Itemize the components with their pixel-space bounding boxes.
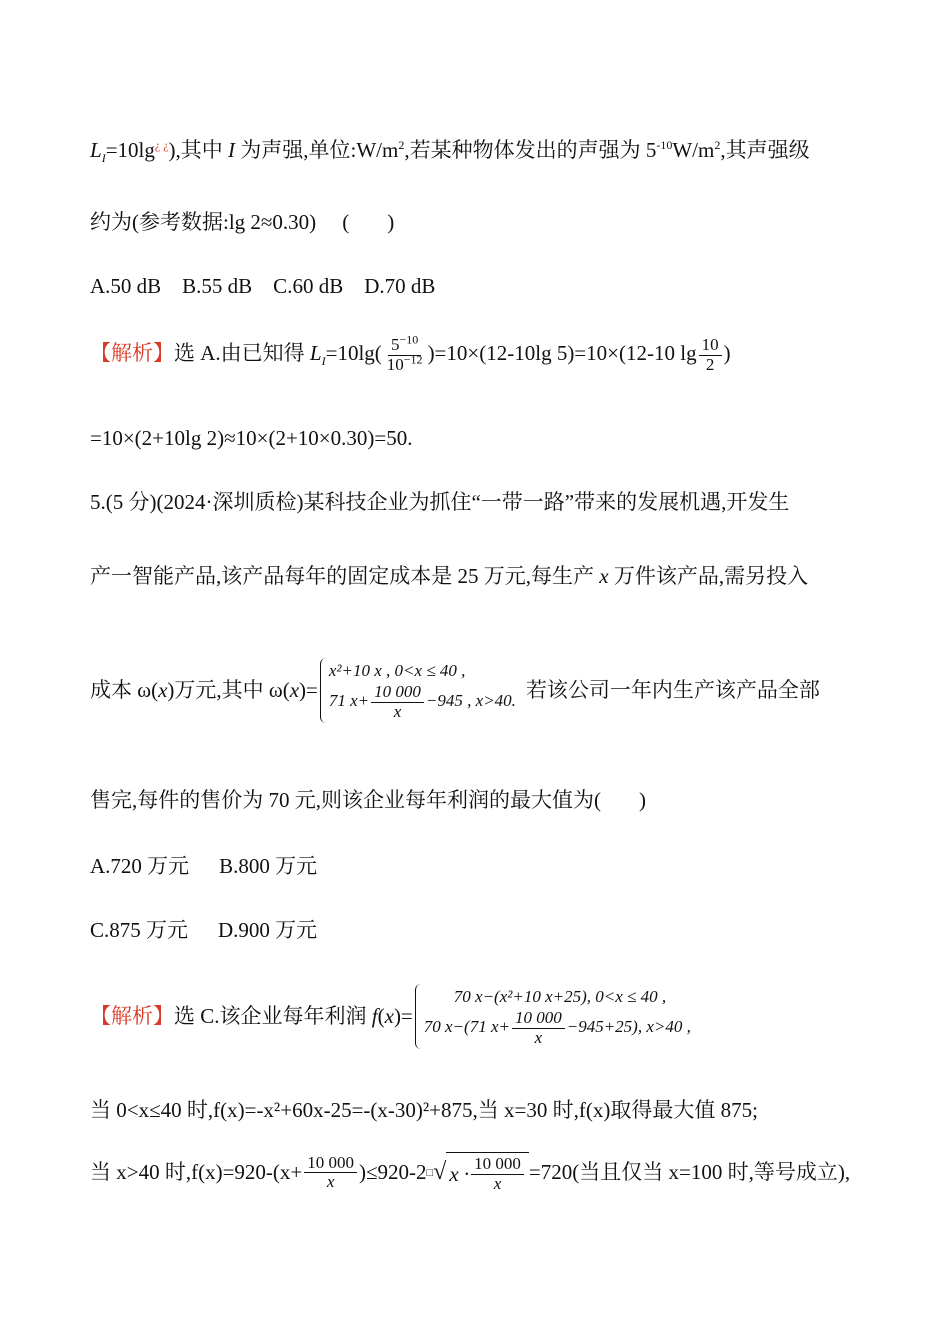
option-b: B.800 万元 (219, 854, 318, 878)
I-symbol: I (228, 138, 236, 162)
paren-close: ) (387, 210, 395, 234)
option-d: D.900 万元 (218, 918, 318, 942)
solution-tag-q5: 【解析】 (90, 1004, 174, 1029)
prev-line-1 (90, 138, 810, 166)
L-subscript: I (101, 151, 106, 166)
L-symbol: L (90, 138, 102, 162)
prev-solution-line-2: =10×(2+10lg 2)≈10×(2+10×0.30)=50. (90, 426, 413, 450)
l1-end2: ,其声强级 (720, 138, 810, 162)
fraction-10-over-2: $\frac{10}{2}$ (699, 336, 722, 374)
q5-solution-line-2: 当 0<x≤40 时,f(x)=-x²+60x-25=-(x-30)²+875,当 x=30 时,f(x)取得最大值 875; (90, 1098, 758, 1122)
sol-a: 选 A.由已知得 (174, 341, 310, 365)
sq: 2 (398, 138, 405, 152)
omega-piecewise: x²+10 x , 0<x ≤ 40 , 71 x+ $\frac{10 000}{x}$ −945 , x>40. (320, 658, 516, 723)
paren-open: ( (342, 210, 350, 234)
l1-mid: 为声强,单位:W/m (235, 138, 399, 162)
l2-text: 约为(参考数据:lg 2≈0.30) (90, 210, 317, 234)
q5-line-4: 售完,每件的售价为 70 元,则该企业每年利润的最大值为( ) (90, 788, 646, 812)
q5-line-2: 产一智能产品,该产品每年的固定成本是 25 万元,每生产 x 万件该产品,需另投入 (90, 564, 809, 588)
sol-c: )=10×(12-10lg 5)=10×(12-10 lg (427, 341, 697, 365)
sol-Lsub: I (321, 354, 326, 369)
q5-options-1 (90, 854, 317, 879)
l1-mid2: ,若某种物体发出的声强为 5 (404, 138, 657, 162)
sol-L: L (309, 341, 322, 365)
profit-piecewise: 70 x−(x²+10 x+25), 0<x ≤ 40 , 70 x−(71 x+ $\frac{10 000}{x}$ −945+25), x>40 , (415, 984, 691, 1049)
option-a: A.720 万元 (90, 854, 190, 878)
sol-b: =10lg( (325, 341, 382, 365)
option-c: C.875 万元 (90, 918, 189, 942)
prev-solution-line-1 (90, 332, 731, 374)
lead-sup: ¿ ¿ (154, 138, 169, 152)
solution-tag: 【解析】 (90, 341, 174, 365)
exp: -10 (656, 138, 673, 152)
q5-options-2 (90, 918, 317, 943)
prev-options: A.50 dB B.55 dB C.60 dB D.70 dB (90, 274, 436, 298)
sq2: 2 (714, 138, 721, 152)
l1-end: W/m (672, 138, 715, 162)
l1-tail: ),其中 (168, 138, 229, 162)
q5-line-1: 5.(5 分)(2024·深圳质检)某科技企业为抓住“一带一路”带来的发展机遇,开发生 (90, 490, 790, 514)
lead-eq: =10lg (105, 138, 155, 162)
q5-solution-line-1: 【解析】选 C.该企业每年利润 f(x)= 70 x−(x²+10 x+25), 0<x ≤ 40 , 70 x−(71 x+ $\frac{10 000}{x}$ −945+25), x>40 , (90, 984, 691, 1049)
q5-line-3: 成本 ω(x)万元,其中 ω(x)= x²+10 x , 0<x ≤ 40 , 71 x+ $\frac{10 000}{x}$ −945 , x>40. 若该公司一年内生产该产品全部 (90, 658, 820, 723)
sqrt-expression: □ √ x · $\frac{10 000}{x}$ (427, 1152, 529, 1193)
sol-d: ) (723, 341, 731, 365)
prev-line-2 (90, 210, 394, 235)
fraction-5-over-10: $\frac{5^{-10}}{10^{-12}}$ (386, 332, 423, 374)
q5-solution-line-3: 当 x>40 时,f(x)=920-(x+ $\frac{10 000}{x}$ )≤920-2 □ √ x · $\frac{10 000}{x}$ =720(当且仅当 x=100 时,等号成立), (90, 1152, 851, 1193)
